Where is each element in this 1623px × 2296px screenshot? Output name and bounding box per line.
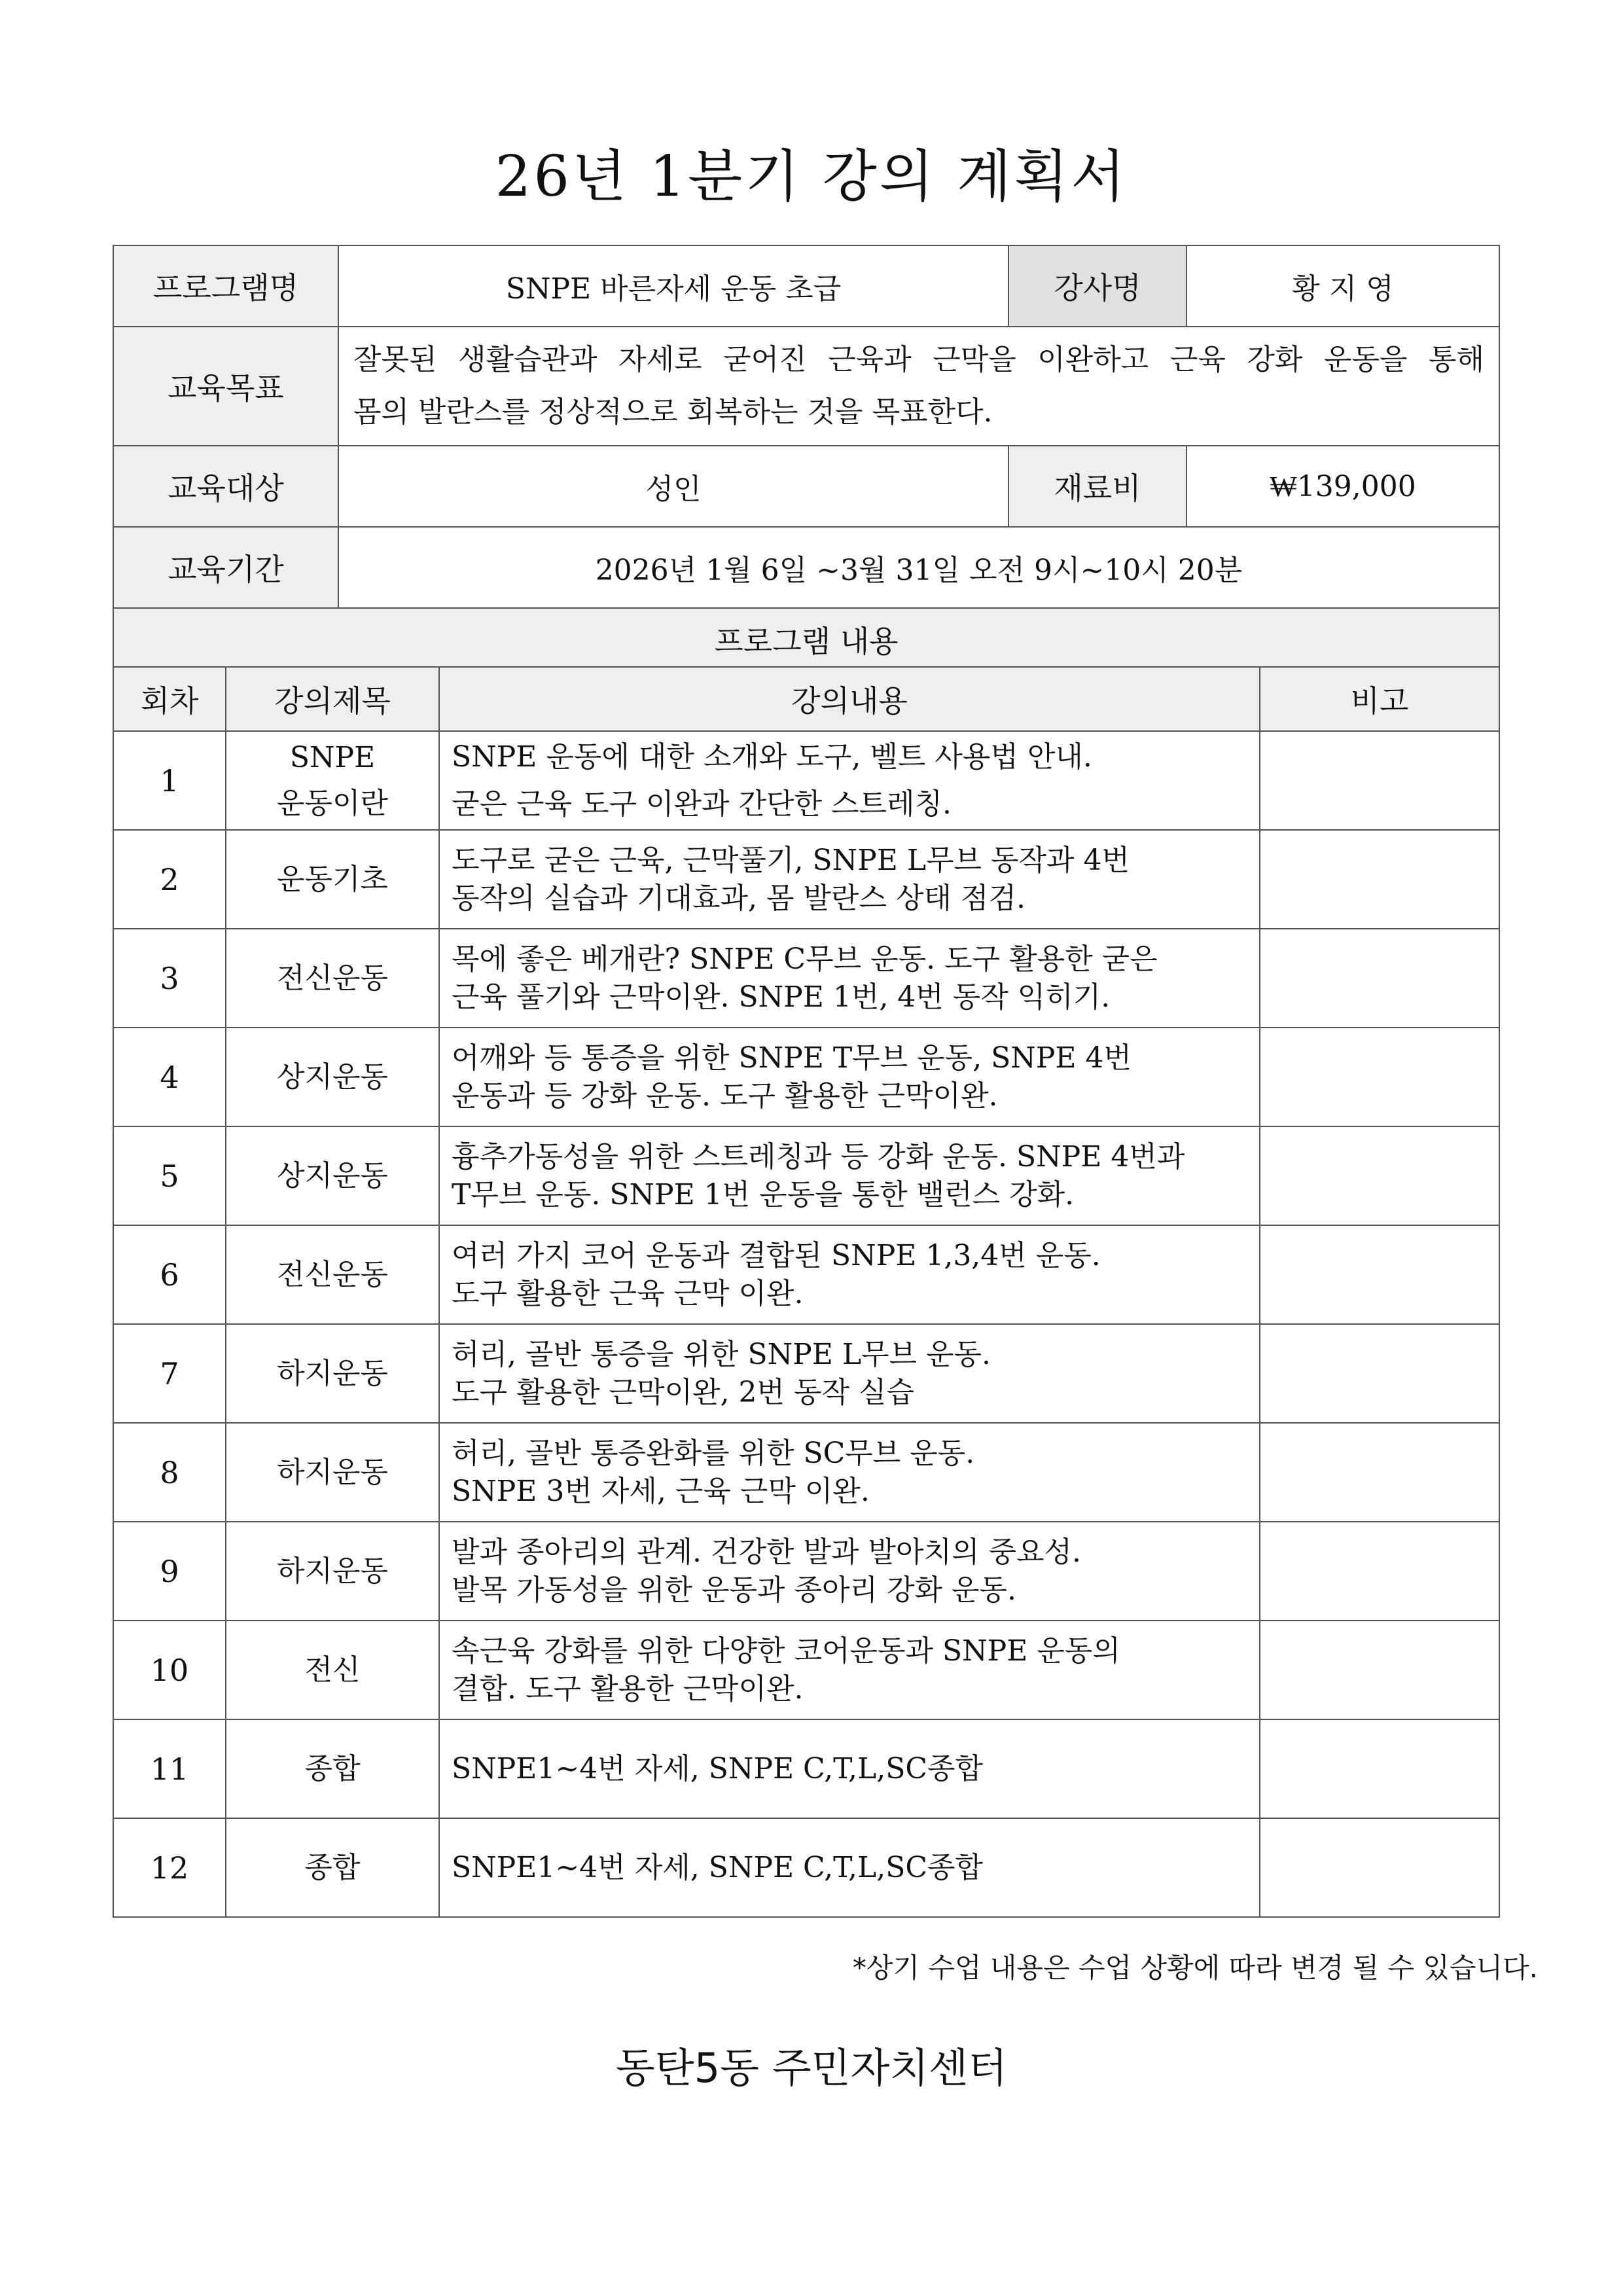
note-cell — [1260, 1028, 1499, 1126]
note-cell — [1260, 731, 1499, 830]
table-row — [113, 1621, 1499, 1719]
note-cell — [1260, 1324, 1499, 1423]
table-row — [113, 1423, 1499, 1522]
change-notice: *상기 수업 내용은 수업 상황에 따라 변경 될 수 있습니다. — [852, 1952, 1538, 1984]
note-cell — [1260, 929, 1499, 1028]
table-row — [113, 830, 1499, 929]
col-round: 회차 — [113, 667, 226, 731]
note-cell — [1260, 1621, 1499, 1719]
lecture-title — [226, 731, 439, 830]
lecture-content — [439, 1522, 1260, 1621]
lecture-content-line-2: 도구 활용한 근육 근막 이완. — [452, 1276, 804, 1310]
instructor-value: 황 지 영 — [1186, 245, 1499, 327]
round-number: 10 — [113, 1621, 226, 1719]
table-row — [113, 1324, 1499, 1423]
table-row — [113, 1126, 1499, 1225]
lecture-content-line-1: 속근육 강화를 위한 다양한 코어운동과 SNPE 운동의 — [452, 1634, 1120, 1668]
period-value: 2026년 1월 6일 ~3월 31일 오전 9시~10시 20분 — [338, 527, 1499, 608]
lecture-content-line-1: 흉추가동성을 위한 스트레칭과 등 강화 운동. SNPE 4번과 — [452, 1139, 1185, 1174]
lecture-content — [439, 731, 1260, 830]
note-cell — [1260, 830, 1499, 929]
table-row — [113, 929, 1499, 1028]
lecture-content-line-2: 근육 풀기와 근막이완. SNPE 1번, 4번 동작 익히기. — [452, 980, 1111, 1014]
lecture-content-line-1: 도구로 굳은 근육, 근막풀기, SNPE L무브 동작과 4번 — [452, 843, 1130, 877]
period-label: 교육기간 — [113, 527, 338, 608]
lecture-content-line-2: 동작의 실습과 기대효과, 몸 발란스 상태 점검. — [452, 881, 1026, 915]
content-table — [113, 666, 1500, 1918]
col-content: 강의내용 — [439, 667, 1260, 731]
lecture-content — [439, 1818, 1260, 1917]
goal-value — [338, 327, 1499, 446]
lecture-content-line-2: 발목 가동성을 위한 운동과 종아리 강화 운동. — [452, 1573, 1016, 1607]
round-number: 1 — [113, 731, 226, 830]
lecture-title: 전신 — [226, 1621, 439, 1719]
lecture-content-line-1: 발과 종아리의 관계. 건강한 발과 발아치의 중요성. — [452, 1535, 1081, 1569]
round-number: 9 — [113, 1522, 226, 1621]
round-number: 4 — [113, 1028, 226, 1126]
lecture-title: 하지운동 — [226, 1324, 439, 1423]
lecture-content-line-1: 어깨와 등 통증을 위한 SNPE T무브 운동, SNPE 4번 — [452, 1041, 1132, 1075]
lecture-content-line-1: 목에 좋은 베개란? SNPE C무브 운동. 도구 활용한 굳은 — [452, 942, 1158, 976]
table-row — [113, 731, 1499, 830]
col-title: 강의제목 — [226, 667, 439, 731]
note-cell — [1260, 1522, 1499, 1621]
info-table — [113, 245, 1500, 672]
info-row-target — [113, 446, 1499, 527]
table-row — [113, 1225, 1499, 1324]
lecture-content-line-1: SNPE1~4번 자세, SNPE C,T,L,SC종합 — [452, 1751, 984, 1785]
round-number: 2 — [113, 830, 226, 929]
note-cell — [1260, 1423, 1499, 1522]
content-header-row — [113, 667, 1499, 731]
round-number: 12 — [113, 1818, 226, 1917]
lecture-title: 운동기초 — [226, 830, 439, 929]
lecture-title: 종합 — [226, 1719, 439, 1818]
note-cell — [1260, 1818, 1499, 1917]
program-value: SNPE 바른자세 운동 초급 — [338, 245, 1008, 327]
goal-line-1: 잘못된 생활습관과 자세로 굳어진 근육과 근막을 이완하고 근육 강화 운동을 통해 — [353, 343, 1484, 376]
round-number: 8 — [113, 1423, 226, 1522]
goal-label: 교육목표 — [113, 327, 338, 446]
round-number: 6 — [113, 1225, 226, 1324]
target-value: 성인 — [338, 446, 1008, 527]
lecture-content — [439, 830, 1260, 929]
instructor-label: 강사명 — [1008, 245, 1186, 327]
lecture-content — [439, 1423, 1260, 1522]
fee-value: ₩139,000 — [1186, 446, 1499, 527]
table-row — [113, 1522, 1499, 1621]
info-row-goal — [113, 327, 1499, 446]
lecture-content-line-2: 굳은 근육 도구 이완과 간단한 스트레칭. — [452, 787, 952, 821]
lecture-content — [439, 1028, 1260, 1126]
lecture-content-line-2: 운동과 등 강화 운동. 도구 활용한 근막이완. — [452, 1079, 998, 1113]
goal-line-2: 몸의 발란스를 정상적으로 회복하는 것을 목표한다. — [353, 395, 993, 429]
round-number: 11 — [113, 1719, 226, 1818]
program-label: 프로그램명 — [113, 245, 338, 327]
lecture-content-line-2: T무브 운동. SNPE 1번 운동을 통한 밸런스 강화. — [452, 1177, 1075, 1211]
note-cell — [1260, 1225, 1499, 1324]
table-row — [113, 1028, 1499, 1126]
organization-name: 동탄5동 주민자치센터 — [615, 2044, 1008, 2092]
lecture-content-line-2: 도구 활용한 근막이완, 2번 동작 실습 — [452, 1375, 914, 1409]
target-label: 교육대상 — [113, 446, 338, 527]
lecture-content — [439, 1126, 1260, 1225]
lecture-title: 상지운동 — [226, 1126, 439, 1225]
lecture-content-line-2: 결합. 도구 활용한 근막이완. — [452, 1672, 804, 1706]
info-row-period — [113, 527, 1499, 608]
note-cell — [1260, 1719, 1499, 1818]
lecture-title-line-1: SNPE — [289, 740, 376, 774]
lecture-content — [439, 929, 1260, 1028]
document-title: 26년 1분기 강의 계획서 — [495, 144, 1128, 209]
lecture-title: 종합 — [226, 1818, 439, 1917]
col-note: 비고 — [1260, 667, 1499, 731]
lecture-content-line-2: SNPE 3번 자세, 근육 근막 이완. — [452, 1474, 870, 1508]
lecture-title: 전신운동 — [226, 929, 439, 1028]
round-number: 7 — [113, 1324, 226, 1423]
section-title-row — [113, 608, 1499, 671]
fee-label: 재료비 — [1008, 446, 1186, 527]
lecture-content-line-1: 허리, 골반 통증을 위한 SNPE L무브 운동. — [452, 1337, 991, 1371]
round-number: 5 — [113, 1126, 226, 1225]
lecture-content — [439, 1621, 1260, 1719]
lecture-content-line-1: SNPE 운동에 대한 소개와 도구, 벨트 사용법 안내. — [452, 740, 1092, 774]
lecture-title: 전신운동 — [226, 1225, 439, 1324]
section-title: 프로그램 내용 — [113, 608, 1499, 671]
round-number: 3 — [113, 929, 226, 1028]
lecture-title-line-2: 운동이란 — [276, 786, 388, 820]
lecture-title: 하지운동 — [226, 1522, 439, 1621]
lecture-content-line-1: 허리, 골반 통증완화를 위한 SC무브 운동. — [452, 1436, 975, 1470]
note-cell — [1260, 1126, 1499, 1225]
table-row — [113, 1818, 1499, 1917]
lecture-content — [439, 1719, 1260, 1818]
lecture-title: 하지운동 — [226, 1423, 439, 1522]
info-row-program — [113, 245, 1499, 327]
lecture-title: 상지운동 — [226, 1028, 439, 1126]
lecture-content — [439, 1225, 1260, 1324]
table-row — [113, 1719, 1499, 1818]
lecture-content-line-1: 여러 가지 코어 운동과 결합된 SNPE 1,3,4번 운동. — [452, 1238, 1101, 1272]
lecture-content-line-1: SNPE1~4번 자세, SNPE C,T,L,SC종합 — [452, 1850, 984, 1884]
lecture-content — [439, 1324, 1260, 1423]
